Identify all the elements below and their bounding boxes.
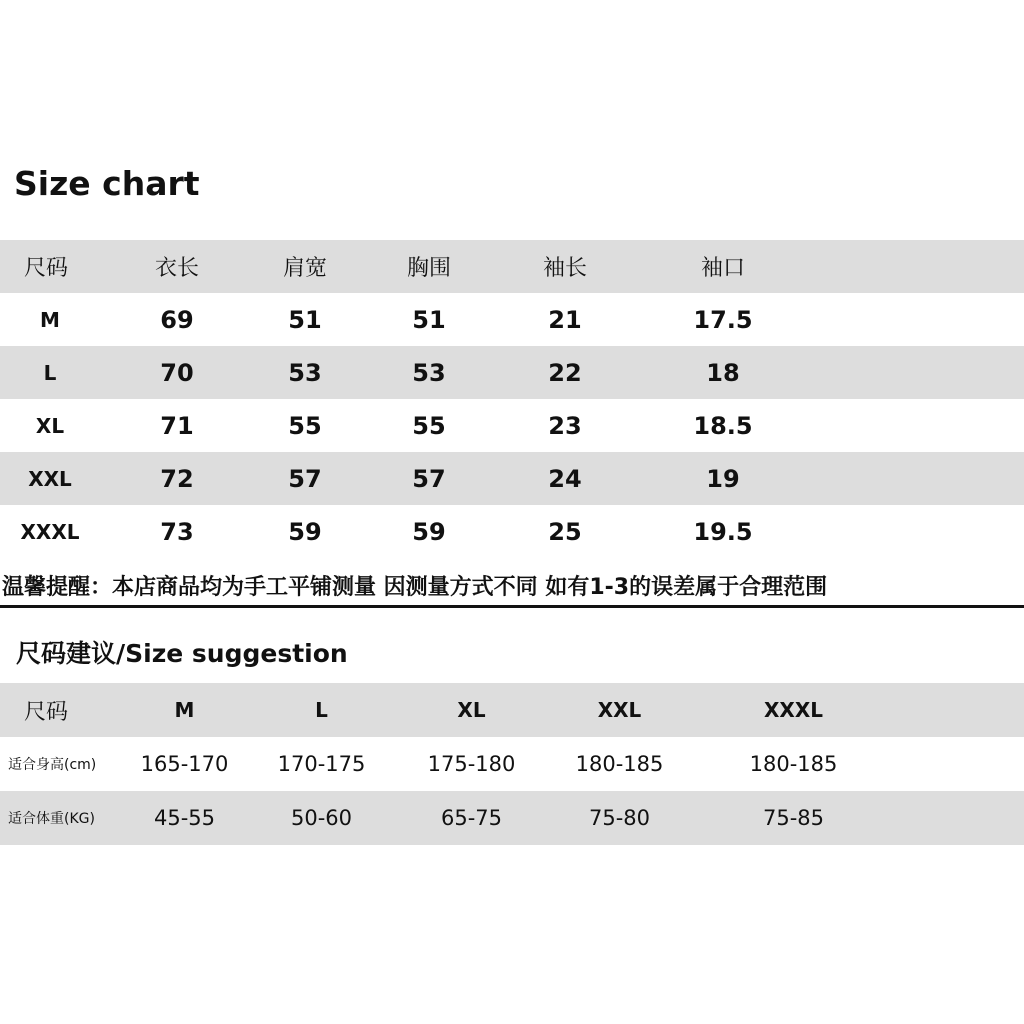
shoulder-value: 53 (288, 358, 322, 387)
table-row (0, 452, 1024, 505)
chest-value: 59 (412, 517, 446, 546)
header-chest: 胸围 (406, 256, 451, 281)
length-value: 70 (160, 358, 194, 387)
size-label: XL (35, 413, 65, 438)
header-length: 衣长 (154, 256, 199, 281)
table-row (0, 505, 1024, 558)
header-shoulder: 肩宽 (282, 256, 327, 281)
shoulder-value: 51 (288, 305, 322, 334)
size-label: L (43, 360, 57, 385)
height-range: 165-170 (140, 752, 229, 776)
row-label-height: 适合身高(cm) (8, 757, 97, 773)
cuff-value: 19.5 (693, 517, 753, 546)
length-value: 69 (160, 305, 194, 334)
header-xxl: XXL (597, 698, 642, 722)
size-label: M (40, 307, 60, 332)
weight-range: 75-85 (762, 806, 825, 830)
table-row (0, 791, 1024, 845)
header-sleeve-length: 袖长 (542, 256, 587, 281)
weight-range: 50-60 (290, 806, 353, 830)
cuff-value: 18 (706, 358, 740, 387)
height-range: 180-185 (749, 752, 838, 776)
weight-range: 65-75 (440, 806, 503, 830)
header-size: 尺码 (24, 699, 69, 725)
length-value: 73 (160, 517, 194, 546)
table-row (0, 293, 1024, 346)
sleeve-value: 23 (548, 411, 582, 440)
size-chart-table (0, 240, 1024, 558)
divider (0, 605, 1024, 608)
header-m: M (174, 698, 195, 722)
suggestion-header-row (0, 683, 1024, 737)
height-range: 170-175 (277, 752, 366, 776)
measurement-notice: 温馨提醒：本店商品均为手工平铺测量 因测量方式不同 如有1-3的误差属于合理范围 (2, 575, 828, 600)
length-value: 72 (160, 464, 194, 493)
header-xl: XL (457, 698, 486, 722)
shoulder-value: 57 (288, 464, 322, 493)
table-row (0, 399, 1024, 452)
height-range: 175-180 (427, 752, 516, 776)
header-size: 尺码 (24, 256, 69, 281)
row-label-weight: 适合体重(KG) (8, 811, 95, 827)
size-suggestion-table (0, 683, 1024, 845)
sleeve-value: 21 (548, 305, 582, 334)
suggestion-title: 尺码建议/Size suggestion (16, 639, 348, 668)
header-xxxl: XXXL (763, 698, 823, 722)
size-label: XXXL (20, 519, 80, 544)
chest-value: 57 (412, 464, 446, 493)
table-row (0, 346, 1024, 399)
sleeve-value: 22 (548, 358, 582, 387)
chest-value: 55 (412, 411, 446, 440)
size-label: XXL (28, 466, 72, 491)
height-range: 180-185 (575, 752, 664, 776)
length-value: 71 (160, 411, 194, 440)
shoulder-value: 59 (288, 517, 322, 546)
cuff-value: 19 (706, 464, 740, 493)
cuff-value: 18.5 (693, 411, 753, 440)
sleeve-value: 24 (548, 464, 582, 493)
header-l: L (315, 698, 328, 722)
shoulder-value: 55 (288, 411, 322, 440)
size-chart-header-row (0, 240, 1024, 293)
weight-range: 45-55 (153, 806, 216, 830)
header-cuff: 袖口 (700, 256, 745, 281)
table-row (0, 737, 1024, 791)
weight-range: 75-80 (588, 806, 651, 830)
sleeve-value: 25 (548, 517, 582, 546)
chest-value: 53 (412, 358, 446, 387)
chest-value: 51 (412, 305, 446, 334)
page-title: Size chart (14, 164, 200, 203)
cuff-value: 17.5 (693, 305, 753, 334)
